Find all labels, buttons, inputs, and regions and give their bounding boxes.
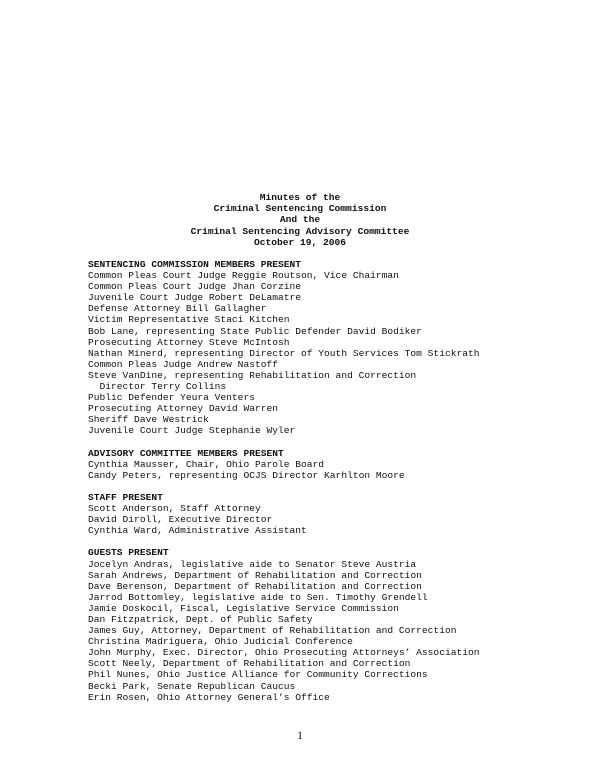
page-number: 1 [297, 728, 303, 742]
document-title [0, 192, 600, 248]
title-line-4: Criminal Sentencing Advisory Committee [190, 225, 410, 237]
list-item: Becki Park, Senate Republican Caucus [88, 680, 296, 692]
title-line-1: Minutes of the [259, 192, 341, 203]
list-item: David Diroll, Executive Director [88, 514, 273, 526]
section-heading: SENTENCING COMMISSION MEMBERS PRESENT [88, 259, 302, 270]
list-item: Dan Fitzpatrick, Dept. of Public Safety [88, 614, 313, 625]
list-item: Prosecuting Attorney Steve McIntosh [88, 336, 290, 348]
list-item: Jocelyn Andras, legislative aide to Senator Steve Austria [88, 558, 417, 570]
title-line-2: Criminal Sentencing Commission [213, 203, 387, 215]
commission-members-section [88, 259, 568, 437]
section-heading: STAFF PRESENT [88, 491, 163, 503]
list-item: Erin Rosen, Ohio Attorney General’s Office [88, 691, 330, 703]
list-item: Prosecuting Attorney David Warren [88, 403, 278, 415]
title-line-3: And the [279, 214, 321, 226]
list-item: Jarrod Bottomley, legislative aide to Sen. Timothy Grendell [88, 591, 428, 603]
list-item: Sheriff Dave Westrick [88, 414, 209, 426]
list-item: Scott Neely, Department of Rehabilitation and Correction [88, 658, 411, 670]
advisory-members-section [88, 448, 568, 481]
list-item: Common Pleas Court Judge Jhan Corzine [88, 281, 302, 293]
staff-section [88, 492, 568, 536]
list-item: Steve VanDine, representing Rehabilitation and Correction [88, 369, 417, 381]
list-item: Sarah Andrews, Department of Rehabilitation and Correction [88, 569, 422, 581]
list-item: Christina Madriguera, Ohio Judicial Conference [88, 636, 353, 648]
list-item: Dave Berenson, Department of Rehabilitation and Correction [88, 580, 422, 592]
list-item: Juvenile Court Judge Stephanie Wyler [88, 425, 296, 437]
list-item: Common Pleas Judge Andrew Nastoff [88, 358, 278, 370]
list-item: Jamie Doskocil, Fiscal, Legislative Service Commission [88, 602, 399, 614]
list-item: Cynthia Mausser, Chair, Ohio Parole Board [88, 458, 325, 470]
list-item: Bob Lane, representing State Public Defender David Bodiker [88, 325, 422, 337]
list-item: Common Pleas Court Judge Reggie Routson, Vice Chairman [88, 270, 399, 282]
list-item: Scott Anderson, Staff Attorney [88, 503, 261, 515]
meeting-date: October 19, 2006 [253, 236, 347, 248]
list-item: Public Defender Yeura Venters [88, 392, 255, 404]
section-heading: GUESTS PRESENT [88, 547, 169, 559]
list-item: Victim Representative Staci Kitchen [88, 314, 290, 326]
list-item: Phil Nunes, Ohio Justice Alliance for Community Corrections [88, 669, 428, 681]
attendance-list [88, 259, 568, 714]
list-item: Defense Attorney Bill Gallagher [88, 303, 267, 315]
list-item: Nathan Minerd, representing Director of Youth Services Tom Stickrath [88, 347, 480, 359]
list-item: Juvenile Court Judge Robert DeLamatre [88, 292, 302, 304]
list-item: Candy Peters, representing OCJS Director Karhlton Moore [88, 469, 405, 481]
list-item-continuation: Director Terry Collins [99, 381, 227, 393]
list-item: John Murphy, Exec. Director, Ohio Prosecuting Attorneys’ Association [88, 647, 480, 659]
guests-section [88, 547, 568, 702]
section-heading: ADVISORY COMMITTEE MEMBERS PRESENT [88, 447, 284, 459]
list-item: Cynthia Ward, Administrative Assistant [88, 525, 307, 537]
list-item: James Guy, Attorney, Department of Rehabilitation and Correction [88, 625, 457, 637]
